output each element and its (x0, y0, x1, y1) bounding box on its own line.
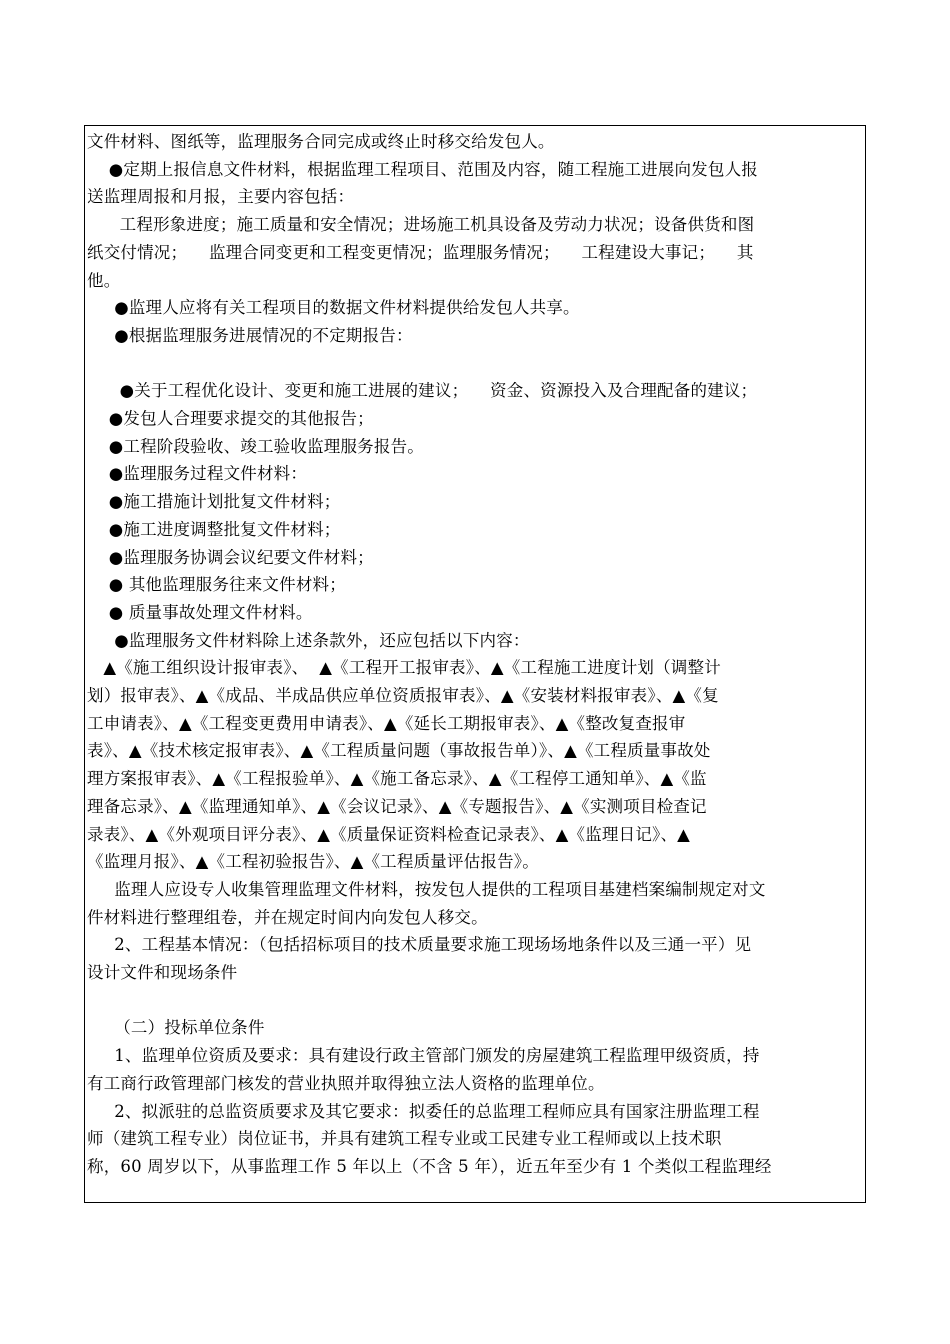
text-line: ●关于工程优化设计、变更和施工进展的建议； 资金、资源投入及合理配备的建议； (87, 381, 758, 401)
text-line: ● 其他监理服务往来文件材料； (87, 575, 346, 595)
text-line: 2、工程基本情况：（包括招标项目的技术质量要求施工现场场地条件以及三通一平）见 (87, 935, 752, 955)
text-line: 师（建筑工程专业）岗位证书，并具有建筑工程专业或工民建专业工程师或以上技术职 (87, 1129, 722, 1149)
text-line: ●定期上报信息文件材料，根据监理工程项目、范围及内容，随工程施工进展向发包人报 (87, 159, 758, 179)
text-line: ●监理服务文件材料除上述条款外，还应包括以下内容： (87, 630, 530, 650)
text-line: 设计文件和现场条件 (87, 963, 238, 982)
text-line: ●监理服务过程文件材料： (87, 464, 308, 484)
text-line: 监理人应设专人收集管理监理文件材料，按发包人提供的工程项目基建档案编制规定对文 (87, 879, 766, 899)
document-table-cell (84, 125, 866, 1203)
text-line: 《监理月报》、▲《工程初验报告》、▲《工程质量评估报告》。 (87, 852, 539, 872)
text-line: 工程形象进度；施工质量和安全情况；进场施工机具设备及劳动力状况；设备供货和图 (87, 215, 755, 235)
text-line: 划）报审表》、▲《成品、半成品供应单位资质报审表》、▲《安装材料报审表》、▲《复 (87, 686, 719, 705)
text-line: 表》、▲《技术核定报审表》、▲《工程质量问题（事故报告单）》、▲《工程质量事故处 (87, 741, 711, 761)
text-line: ●工程阶段验收、竣工验收监理服务报告。 (87, 436, 424, 456)
text-line: ●根据监理服务进展情况的不定期报告： (87, 325, 413, 345)
text-line: 文件材料、图纸等，监理服务合同完成或终止时移交给发包人。 (87, 132, 555, 151)
text-line: （二）投标单位条件 (87, 1018, 265, 1038)
text-line: 送监理周报和月报，主要内容包括： (87, 187, 355, 207)
text-line: 纸交付情况； 监理合同变更和工程变更情况；监理服务情况； 工程建设大事记； 其 (87, 242, 754, 262)
text-line: ●施工进度调整批复文件材料； (87, 519, 341, 539)
text-line: ▲《施工组织设计报审表》、 ▲《工程开工报审表》、▲《工程施工进度计划（调整计 (87, 658, 721, 678)
text-line: 件材料进行整理组卷，并在规定时间内向发包人移交。 (87, 907, 488, 927)
text-line: 理备忘录》、▲《监理通知单》、▲《会议记录》、▲《专题报告》、▲《实测项目检查记 (87, 796, 707, 816)
text-line: 1、监理单位资质及要求：具有建设行政主管部门颁发的房屋建筑工程监理甲级资质，持 (87, 1046, 760, 1066)
text-line: 有工商行政管理部门核发的营业执照并取得独立法人资格的监理单位。 (87, 1073, 605, 1093)
text-line: ●发包人合理要求提交的其他报告； (87, 409, 374, 428)
text-line: 2、拟派驻的总监资质要求及其它要求：拟委任的总监理工程师应具有国家注册监理工程 (87, 1101, 760, 1121)
text-line: ● 质量事故处理文件材料。 (87, 602, 313, 622)
text-line: ●监理人应将有关工程项目的数据文件材料提供给发包人共享。 (87, 298, 580, 318)
text-line: 工申请表》、▲《工程变更费用申请表》、▲《延长工期报审表》、▲《整改复查报审 (87, 713, 686, 733)
text-line: 他。 (87, 270, 121, 290)
text-line: 录表》、▲《外观项目评分表》、▲《质量保证资料检查记录表》、▲《监理日记》、▲ (87, 824, 691, 844)
text-line: 称，60 周岁以下，从事监理工作 5 年以上（不含 5 年），近五年至少有 1 个类似工程监理经 (87, 1156, 772, 1176)
text-line: 理方案报审表》、▲《工程报验单》、▲《施工备忘录》、▲《工程停工通知单》、▲《监 (87, 769, 707, 789)
text-line: ●施工措施计划批复文件材料； (87, 492, 341, 512)
text-line: ●监理服务协调会议纪要文件材料； (87, 547, 374, 567)
